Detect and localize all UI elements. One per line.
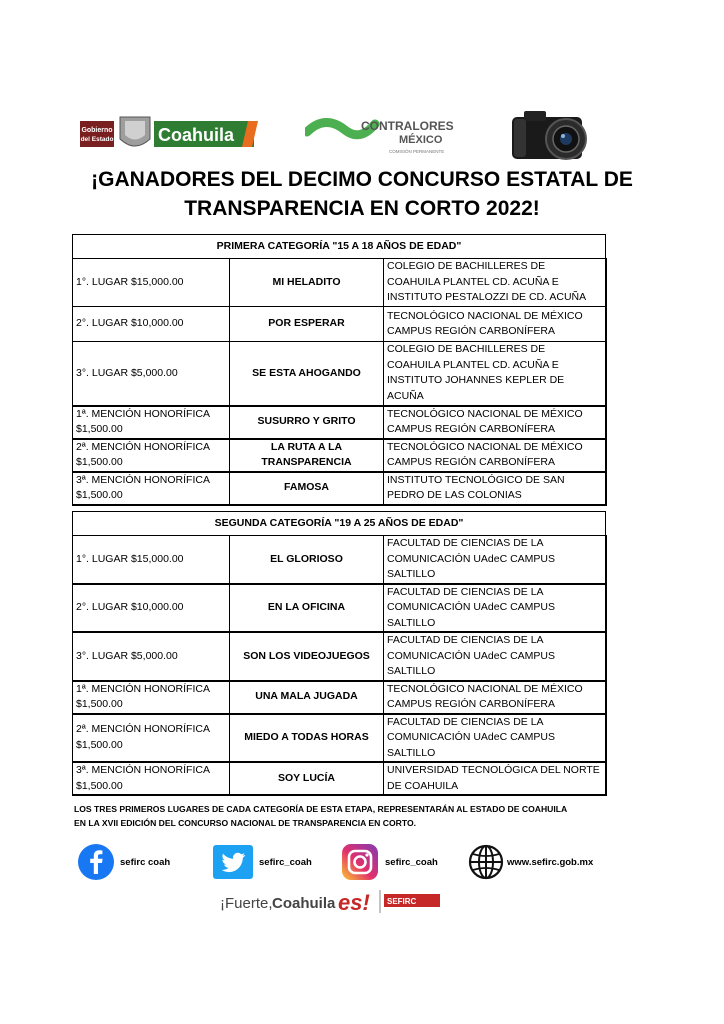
work-title-cell: EN LA OFICINA bbox=[230, 584, 384, 633]
school-cell: FACULTAD DE CIENCIAS DE LA COMUNICACIÓN UAdeC CAMPUS SALTILLO bbox=[384, 714, 606, 763]
table-row bbox=[73, 714, 606, 763]
table-row bbox=[73, 536, 606, 584]
prize-cell: 2ª. MENCIÓN HONORÍFICA $1,500.00 bbox=[73, 714, 230, 763]
title-line-1: ¡GANADORES DEL DECIMO CONCURSO ESTATAL DE bbox=[91, 168, 633, 191]
table-row bbox=[73, 632, 606, 681]
table-row bbox=[73, 342, 606, 406]
school-cell: COLEGIO DE BACHILLERES DE COAHUILA PLANTEL CD. ACUÑA E INSTITUTO PESTALOZZI DE CD. ACUÑA bbox=[384, 259, 606, 307]
work-title-cell: POR ESPERAR bbox=[230, 307, 384, 342]
prize-cell: 2°. LUGAR $10,000.00 bbox=[73, 584, 230, 633]
note-line-2: EN LA XVII EDICIÓN DEL CONCURSO NACIONAL DE TRANSPARENCIA EN CORTO. bbox=[74, 818, 417, 828]
school-cell: UNIVERSIDAD TECNOLÓGICA DEL NORTE DE COAHUILA bbox=[384, 762, 606, 795]
work-title-cell: MI HELADITO bbox=[230, 259, 384, 307]
school-cell: TECNOLÓGICO NACIONAL DE MÉXICO CAMPUS REGIÓN CARBONÍFERA bbox=[384, 681, 606, 714]
prize-cell: 1ª. MENCIÓN HONORÍFICA $1,500.00 bbox=[73, 681, 230, 714]
contralores-mexico-logo bbox=[305, 110, 465, 158]
table-row bbox=[73, 762, 606, 795]
prize-cell: 3°. LUGAR $5,000.00 bbox=[73, 342, 230, 406]
table-row bbox=[73, 406, 606, 439]
page-title bbox=[40, 165, 684, 223]
school-cell: INSTITUTO TECNOLÓGICO DE SAN PEDRO DE LAS COLONIAS bbox=[384, 472, 606, 505]
school-cell: TECNOLÓGICO NACIONAL DE MÉXICO CAMPUS REGIÓN CARBONÍFERA bbox=[384, 406, 606, 439]
prize-cell: 1ª. MENCIÓN HONORÍFICA $1,500.00 bbox=[73, 406, 230, 439]
work-title-cell: SE ESTA AHOGANDO bbox=[230, 342, 384, 406]
school-cell: COLEGIO DE BACHILLERES DE COAHUILA PLANTEL CD. ACUÑA E INSTITUTO JOHANNES KEPLER DE ACUÑA bbox=[384, 342, 606, 406]
sefirc-badge: SEFIRC bbox=[387, 897, 417, 906]
globe-icon bbox=[467, 843, 505, 881]
table-row bbox=[73, 439, 606, 472]
fuerte-coahuila-es-logo bbox=[220, 885, 442, 917]
contra-logo-line2: MÉXICO bbox=[399, 134, 443, 146]
school-cell: FACULTAD DE CIENCIAS DE LA COMUNICACIÓN UAdeC CAMPUS SALTILLO bbox=[384, 584, 606, 633]
category-2-table bbox=[72, 511, 607, 796]
school-cell: FACULTAD DE CIENCIAS DE LA COMUNICACIÓN UAdeC CAMPUS SALTILLO bbox=[384, 632, 606, 681]
gov-logo-line2: del Estado bbox=[80, 136, 114, 143]
prize-cell: 1°. LUGAR $15,000.00 bbox=[73, 259, 230, 307]
gov-logo-line1: Gobierno bbox=[81, 127, 113, 134]
work-title-cell: FAMOSA bbox=[230, 472, 384, 505]
facebook-icon bbox=[78, 844, 114, 880]
school-cell: TECNOLÓGICO NACIONAL DE MÉXICO CAMPUS REGIÓN CARBONÍFERA bbox=[384, 439, 606, 472]
instagram-handle: sefirc_coah bbox=[385, 856, 438, 868]
work-title-cell: SOY LUCÍA bbox=[230, 762, 384, 795]
prize-cell: 3°. LUGAR $5,000.00 bbox=[73, 632, 230, 681]
slogan-part-2: Coahuila bbox=[272, 895, 336, 912]
facebook-handle: sefirc coah bbox=[120, 856, 171, 868]
slogan-part-3: es! bbox=[338, 890, 370, 915]
instagram-link[interactable] bbox=[341, 842, 438, 882]
work-title-cell: SUSURRO Y GRITO bbox=[230, 406, 384, 439]
table-row bbox=[73, 584, 606, 633]
prize-cell: 3ª. MENCIÓN HONORÍFICA $1,500.00 bbox=[73, 472, 230, 505]
table-row bbox=[73, 307, 606, 342]
school-cell: TECNOLÓGICO NACIONAL DE MÉXICO CAMPUS REGIÓN CARBONÍFERA bbox=[384, 307, 606, 342]
work-title-cell: MIEDO A TODAS HORAS bbox=[230, 714, 384, 763]
work-title-cell: EL GLORIOSO bbox=[230, 536, 384, 584]
twitter-icon bbox=[213, 845, 253, 879]
table-row bbox=[73, 472, 606, 505]
facebook-link[interactable] bbox=[78, 842, 170, 882]
instagram-icon bbox=[341, 843, 379, 881]
title-line-2: TRANSPARENCIA EN CORTO 2022! bbox=[184, 197, 540, 220]
representation-note bbox=[74, 802, 634, 830]
work-title-cell: SON LOS VIDEOJUEGOS bbox=[230, 632, 384, 681]
prize-cell: 3ª. MENCIÓN HONORÍFICA $1,500.00 bbox=[73, 762, 230, 795]
gov-logo-word: Coahuila bbox=[158, 125, 235, 145]
gobierno-coahuila-logo bbox=[80, 113, 258, 153]
prize-cell: 2ª. MENCIÓN HONORÍFICA $1,500.00 bbox=[73, 439, 230, 472]
prize-cell: 2°. LUGAR $10,000.00 bbox=[73, 307, 230, 342]
twitter-link[interactable] bbox=[213, 842, 312, 882]
slogan-part-1: ¡Fuerte, bbox=[220, 895, 273, 912]
category-1-heading: PRIMERA CATEGORÍA "15 A 18 AÑOS DE EDAD" bbox=[73, 235, 606, 259]
contra-logo-line3: COMISIÓN PERMANENTE bbox=[389, 149, 445, 154]
table-row bbox=[73, 259, 606, 307]
category-1-table bbox=[72, 234, 607, 506]
website-url: www.sefirc.gob.mx bbox=[507, 856, 594, 868]
contra-logo-line1: CONTRALORES bbox=[361, 119, 454, 133]
work-title-cell: LA RUTA A LA TRANSPARENCIA bbox=[230, 439, 384, 472]
website-link[interactable] bbox=[467, 842, 593, 882]
table-row bbox=[73, 681, 606, 714]
prize-cell: 1°. LUGAR $15,000.00 bbox=[73, 536, 230, 584]
category-2-heading: SEGUNDA CATEGORÍA "19 A 25 AÑOS DE EDAD" bbox=[73, 512, 606, 536]
twitter-handle: sefirc_coah bbox=[259, 856, 312, 868]
school-cell: FACULTAD DE CIENCIAS DE LA COMUNICACIÓN UAdeC CAMPUS SALTILLO bbox=[384, 536, 606, 584]
camera-icon bbox=[510, 105, 598, 161]
work-title-cell: UNA MALA JUGADA bbox=[230, 681, 384, 714]
note-line-1: LOS TRES PRIMEROS LUGARES DE CADA CATEGORÍA DE ESTA ETAPA, REPRESENTARÁN AL ESTADO DE COAHUILA bbox=[74, 804, 568, 814]
